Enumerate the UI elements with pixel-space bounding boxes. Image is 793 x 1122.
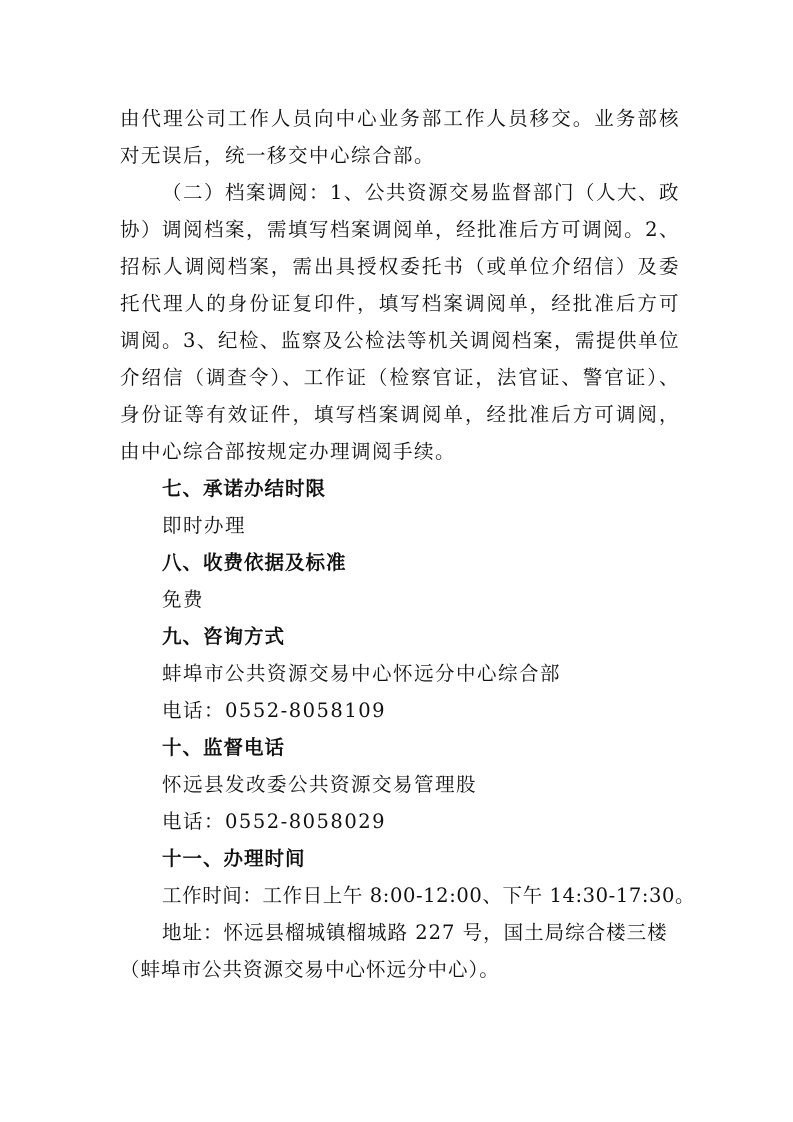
paragraph-handover: 由代理公司工作人员向中心业务部工作人员移交。业务部核对无误后，统一移交中心综合部。 bbox=[120, 107, 680, 167]
section-10-phone: 电话：0552-8058029 bbox=[162, 810, 387, 833]
section-9-org: 蚌埠市公共资源交易中心怀远分中心综合部 bbox=[162, 662, 562, 685]
section-11-hours: 工作时间：工作日上午 8:00-12:00、下午 14:30-17:30。 bbox=[162, 884, 696, 907]
section-11-address: 地址：怀远县榴城镇榴城路 227 号，国土局综合楼三楼（蚌埠市公共资源交易中心怀远分中心）。 bbox=[120, 921, 668, 981]
section-9-phone: 电话：0552-8058109 bbox=[162, 699, 387, 722]
heading-section-9: 九、咨询方式 bbox=[162, 625, 286, 648]
section-7-content: 即时办理 bbox=[162, 514, 247, 537]
paragraph-archive-access: （二）档案调阅：1、公共资源交易监督部门（人大、政协）调阅档案，需填写档案调阅单，经批准后方可调阅。2、招标人调阅档案，需出具授权委托书（或单位介绍信）及委托代理人的身份证复印件，填写档案调阅单，经批准后方可调阅。3、纪检、监察及公检法等机关调阅档案，需提供单位介绍信（调查令）、工作证（检察官证，法官证、警官证）、身份证等有效证件，填写档案调阅单，经批准后方可调阅，由中心综合部按规定办理调阅手续。 bbox=[120, 181, 680, 463]
heading-section-8: 八、收费依据及标准 bbox=[162, 551, 347, 574]
heading-section-7: 七、承诺办结时限 bbox=[162, 477, 327, 500]
section-8-content: 免费 bbox=[162, 588, 205, 611]
heading-section-10: 十、监督电话 bbox=[162, 736, 286, 759]
heading-section-11: 十一、办理时间 bbox=[162, 847, 306, 870]
section-10-org: 怀远县发改委公共资源交易管理股 bbox=[162, 773, 478, 796]
